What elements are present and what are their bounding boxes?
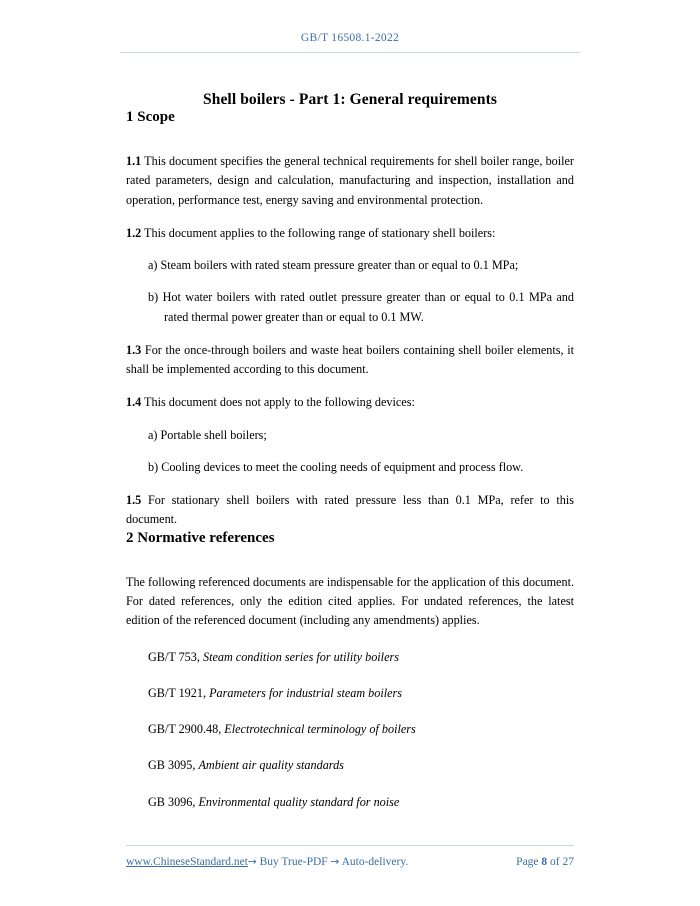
reference-entry <box>126 720 574 739</box>
paragraph-normative-intro: The following referenced documents are indispensable for the application of this document. For dated references, only the edition cited applies. For undated references, the latest edition of the referenced document (including any amendments) applies. <box>126 574 574 628</box>
page-number: 8 <box>541 856 548 868</box>
reference-entry <box>126 756 574 775</box>
paragraph-text: This document specifies the general technical requirements for shell boiler range, boiler rated parameters, design and calculation, manufacturing and inspection, installation and operation, performance test, energy saving and environmental protection. <box>126 154 574 207</box>
paragraph-1-3 <box>126 341 574 380</box>
list-item <box>126 256 574 275</box>
reference-title: Parameters for industrial steam boilers <box>209 685 403 700</box>
list-item-text: a) Portable shell boilers; <box>148 427 267 442</box>
paragraph-text: For stationary shell boilers with rated pressure less than 0.1 MPa, refer to this document. <box>126 493 574 527</box>
paragraph-1-2 <box>126 224 574 243</box>
reference-code: GB/T 753, <box>148 649 203 664</box>
page-indicator <box>516 856 574 868</box>
paragraph-text: This document does not apply to the following devices: <box>141 395 415 410</box>
arrow-right-icon: → <box>330 856 340 868</box>
page-label: Page <box>516 856 539 868</box>
reference-code: GB/T 1921, <box>148 685 210 700</box>
paragraph-1-5 <box>126 491 574 530</box>
header-divider <box>120 52 580 53</box>
paragraph-1-1 <box>126 152 574 210</box>
paragraph-text: For the once-through boilers and waste heat boilers containing shell boiler elements, it shall be implemented according to this document. <box>126 342 574 377</box>
paragraph-1-4 <box>126 393 574 412</box>
list-item-text: a) Steam boilers with rated steam pressure greater than or equal to 0.1 MPa; <box>148 258 519 273</box>
paragraph-number: 1.3 <box>126 342 142 357</box>
reference-entry <box>126 684 574 703</box>
list-item <box>126 426 574 445</box>
list-item <box>126 288 574 327</box>
buy-label[interactable]: Buy True-PDF <box>256 856 331 868</box>
of-label: of <box>550 856 560 868</box>
reference-title: Ambient air quality standards <box>198 758 344 773</box>
page-total: 27 <box>562 856 574 868</box>
section-heading-scope: 1 Scope <box>126 109 175 125</box>
page-header <box>126 0 574 52</box>
paragraph-number: 1.4 <box>126 395 142 410</box>
paragraph-number: 1.1 <box>126 154 142 168</box>
site-link[interactable]: www.ChineseStandard.net <box>126 856 248 868</box>
standard-id: GB/T 16508.1-2022 <box>300 32 400 44</box>
reference-code: GB/T 2900.48, <box>148 722 225 737</box>
footer-divider <box>126 845 574 846</box>
page-footer <box>126 845 574 868</box>
list-item <box>126 458 574 477</box>
reference-code: GB 3095, <box>148 758 199 773</box>
list-item-text: b) Cooling devices to meet the cooling needs of equipment and process flow. <box>148 459 524 474</box>
paragraph-text: This document applies to the following range of stationary shell boilers: <box>141 225 496 240</box>
reference-entry <box>126 793 574 812</box>
page-title: Shell boilers - Part 1: General requirements <box>203 91 497 108</box>
paragraph-number: 1.5 <box>126 493 142 508</box>
list-item-text: b) Hot water boilers with rated outlet pressure greater than or equal to 0.1 MPa and rated thermal power greater than or equal to 0.1 MW. <box>148 290 574 324</box>
reference-code: GB 3096, <box>148 794 199 809</box>
footer-links <box>126 856 408 868</box>
reference-title: Steam condition series for utility boilers <box>202 649 399 664</box>
reference-entry <box>126 648 574 667</box>
paragraph-number: 1.2 <box>126 225 142 240</box>
section-heading-normative-references: 2 Normative references <box>126 529 275 546</box>
reference-title: Electrotechnical terminology of boilers <box>224 722 416 737</box>
reference-title: Environmental quality standard for noise <box>198 794 400 809</box>
arrow-right-icon: → <box>247 856 257 868</box>
delivery-label: Auto-delivery. <box>339 856 409 868</box>
